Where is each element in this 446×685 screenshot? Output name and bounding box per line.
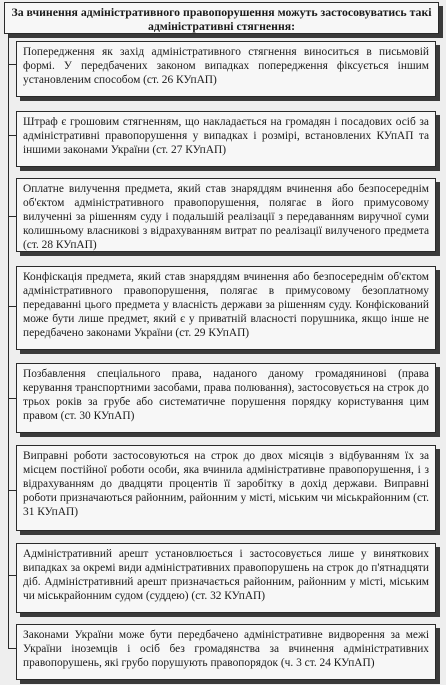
penalty-box-right-deprivation xyxy=(16,363,436,433)
connector-branch xyxy=(8,64,16,65)
penalty-text: Штраф є грошовим стягненням, що накладається на громадян і посадових осіб за адміністративні правопорушення у випадках і розмірі, встановлених КУпАП та іншими законами України (ст. 27 КУпАП) xyxy=(23,116,429,156)
connector-branch xyxy=(8,135,16,136)
penalty-text: Адміністративний арешт установлюється і застосовується лише у виняткових випадках за окремі види адміністративних правопорушень на строк до п'ятнадцяти діб. Адміністративний арешт призначається районним, районним у місті, міським чи міськрайонним судом (суддею) (ст. 32 КУпАП) xyxy=(23,548,429,602)
header-box xyxy=(4,2,439,34)
connector-vertical xyxy=(8,34,9,648)
penalty-text: Законами України може бути передбачено адміністративне видворення за межі України іноземців і осіб без громадянства за вчинення адміністративних правопорушень, які грубо порушують правопорядок (ч. 3 ст. 24 КУпАП) xyxy=(23,629,429,669)
connector-branch xyxy=(8,398,16,399)
penalty-text: Оплатне вилучення предмета, який став знаряддям вчинення або безпосереднім об'єктом адміністративного правопорушення, полягає в його примусовому вилученні за рішенням суду і подальшій реалізації з передаванням виручної суми колишньому власникові з відрахуванням витрат по реалізації вилученого предмета (ст. 28 КУпАП) xyxy=(23,183,429,251)
connector-branch xyxy=(8,648,16,649)
penalty-box-arrest xyxy=(16,543,436,613)
penalty-text: Попередження як захід адміністративного стягнення виноситься в письмовій формі. У передбачених законом випадках попередження фіксується іншим установленим способом (ст. 26 КУпАП) xyxy=(23,46,429,86)
connector-branch xyxy=(8,575,16,576)
connector-branch xyxy=(8,306,16,307)
penalty-text: Виправні роботи застосовуються на строк до двох місяців з відбуванням їх за місцем постійної роботи особи, яка вчинила адміністративне правопорушення, і з відрахуванням до двадцяти процентів її заробітку в дохід держави. Виправні роботи призначаються районним, районним у місті, міським чи міськрайонним (ст. 31 КУпАП) xyxy=(23,450,429,518)
penalty-box-fine xyxy=(16,111,436,167)
penalty-box-warning xyxy=(16,41,436,97)
penalty-box-confiscation xyxy=(16,266,436,350)
connector-branch xyxy=(8,216,16,217)
header-title: За вчинення адміністративного правопорушення можуть застосовуватись такі адміністративні стягнення: xyxy=(11,5,432,33)
penalty-box-corrective-labor xyxy=(16,445,436,531)
connector-branch xyxy=(8,490,16,491)
penalty-text: Позбавлення спеціального права, наданого даному громадянинові (права керування транспортними засобами, права полювання), застосовується на строк до трьох років за грубе або систематичне порушення порядку користування цим правом (ст. 30 КУпАП) xyxy=(23,368,429,422)
penalty-box-expulsion xyxy=(16,624,436,680)
penalty-box-paid-seizure xyxy=(16,178,436,252)
penalty-text: Конфіскація предмета, який став знаряддям вчинення або безпосереднім об'єктом адміністративного правопорушення, полягає в примусовому безоплатному передаванні цього предмета у власність держави за рішенням суду. Конфіскований може бути лише предмет, який є у приватній власності порушника, якщо інше не передбачено законами України (ст. 29 КУпАП) xyxy=(23,271,429,339)
